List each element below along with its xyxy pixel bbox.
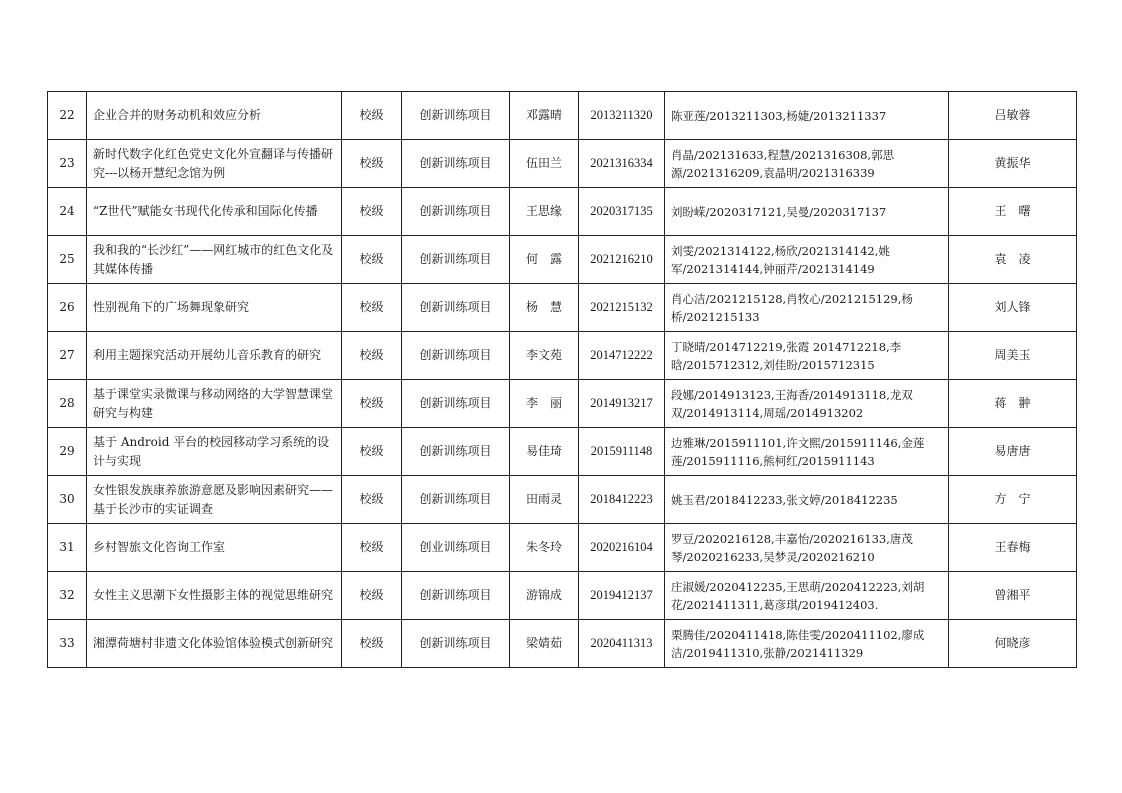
project-advisor: 易唐唐 [949,428,1077,476]
project-leader: 伍田兰 [510,140,579,188]
table-row [48,140,1077,188]
leader-student-id: 2020317135 [579,188,665,236]
project-advisor: 周美玉 [949,332,1077,380]
project-type: 创新训练项目 [402,572,510,620]
project-level: 校级 [342,428,402,476]
leader-student-id: 2015911148 [579,428,665,476]
project-members: 肖晶/202131633,程慧/2021316308,郭思源/2021316209,袁晶明/2021316339 [665,140,949,188]
row-number: 22 [48,92,87,140]
project-members: 刘盼嵘/2020317121,吴曼/2020317137 [665,188,949,236]
project-type: 创新训练项目 [402,620,510,668]
table-row [48,476,1077,524]
project-members: 肖心洁/2021215128,肖牧心/2021215129,杨桥/2021215133 [665,284,949,332]
project-title: 利用主题探究活动开展幼儿音乐教育的研究 [87,332,342,380]
project-title: 基于 Android 平台的校园移动学习系统的设计与实现 [87,428,342,476]
project-advisor: 吕敏蓉 [949,92,1077,140]
project-leader: 王思缘 [510,188,579,236]
project-title: 女性银发族康养旅游意愿及影响因素研究——基于长沙市的实证调查 [87,476,342,524]
leader-student-id: 2018412223 [579,476,665,524]
project-leader: 李 丽 [510,380,579,428]
leader-student-id: 2021316334 [579,140,665,188]
project-leader: 游锦成 [510,572,579,620]
leader-student-id: 2014913217 [579,380,665,428]
table-row [48,620,1077,668]
leader-student-id: 2020411313 [579,620,665,668]
project-level: 校级 [342,188,402,236]
row-number: 23 [48,140,87,188]
table-row [48,236,1077,284]
project-members: 段娜/2014913123,王海香/2014913118,龙双双/2014913114,周瑶/2014913202 [665,380,949,428]
project-members: 姚玉君/2018412233,张文婷/2018412235 [665,476,949,524]
project-advisor: 王 曙 [949,188,1077,236]
project-advisor: 方 宁 [949,476,1077,524]
project-type: 创新训练项目 [402,140,510,188]
project-leader: 邓露晴 [510,92,579,140]
row-number: 24 [48,188,87,236]
project-level: 校级 [342,236,402,284]
project-type: 创新训练项目 [402,284,510,332]
project-leader: 易佳琦 [510,428,579,476]
leader-student-id: 2019412137 [579,572,665,620]
table-row [48,524,1077,572]
project-level: 校级 [342,332,402,380]
row-number: 29 [48,428,87,476]
project-leader: 朱冬玲 [510,524,579,572]
project-title: 我和我的“长沙红”——网红城市的红色文化及其媒体传播 [87,236,342,284]
project-title: 湘潭荷塘村非遗文化体验馆体验模式创新研究 [87,620,342,668]
project-advisor: 王春梅 [949,524,1077,572]
project-advisor: 袁 凌 [949,236,1077,284]
row-number: 28 [48,380,87,428]
table-row [48,284,1077,332]
leader-student-id: 2021215132 [579,284,665,332]
project-level: 校级 [342,380,402,428]
project-advisor: 黄振华 [949,140,1077,188]
project-advisor: 蒋 翀 [949,380,1077,428]
project-type: 创新训练项目 [402,236,510,284]
project-type: 创新训练项目 [402,380,510,428]
project-level: 校级 [342,140,402,188]
row-number: 27 [48,332,87,380]
project-level: 校级 [342,524,402,572]
leader-student-id: 2013211320 [579,92,665,140]
table-row [48,380,1077,428]
project-level: 校级 [342,476,402,524]
project-title: 基于课堂实录微课与移动网络的大学智慧课堂研究与构建 [87,380,342,428]
project-advisor: 曾湘平 [949,572,1077,620]
row-number: 33 [48,620,87,668]
project-members: 丁晓晴/2014712219,张霞 2014712218,李晗/2015712312,刘佳盼/2015712315 [665,332,949,380]
row-number: 31 [48,524,87,572]
project-title: 性别视角下的广场舞现象研究 [87,284,342,332]
projects-table-body [48,92,1077,668]
row-number: 30 [48,476,87,524]
project-advisor: 刘人锋 [949,284,1077,332]
row-number: 26 [48,284,87,332]
project-level: 校级 [342,284,402,332]
project-title: 企业合并的财务动机和效应分析 [87,92,342,140]
project-members: 边雅琳/2015911101,许文熙/2015911146,金莲莲/2015911116,熊柯红/2015911143 [665,428,949,476]
project-members: 庄淑媛/2020412235,王思萌/2020412223,刘胡花/2021411311,葛彦琪/2019412403. [665,572,949,620]
project-type: 创新训练项目 [402,188,510,236]
project-members: 陈亚莲/2013211303,杨婕/2013211337 [665,92,949,140]
projects-table [47,91,1077,668]
leader-student-id: 2014712222 [579,332,665,380]
project-type: 创新训练项目 [402,332,510,380]
table-row [48,572,1077,620]
table-row [48,188,1077,236]
project-advisor: 何晓彦 [949,620,1077,668]
project-title: 女性主义思潮下女性摄影主体的视觉思维研究 [87,572,342,620]
table-row [48,428,1077,476]
project-type: 创业训练项目 [402,524,510,572]
leader-student-id: 2021216210 [579,236,665,284]
project-members: 栗腾佳/2020411418,陈佳雯/2020411102,廖成洁/2019411310,张静/2021411329 [665,620,949,668]
project-leader: 梁婧茹 [510,620,579,668]
project-type: 创新训练项目 [402,476,510,524]
project-title: “Z世代”赋能女书现代化传承和国际化传播 [87,188,342,236]
project-title: 新时代数字化红色党史文化外宣翻译与传播研究---以杨开慧纪念馆为例 [87,140,342,188]
project-members: 刘雯/2021314122,杨欣/2021314142,姚军/2021314144,钟丽芹/2021314149 [665,236,949,284]
project-leader: 田雨灵 [510,476,579,524]
project-type: 创新训练项目 [402,92,510,140]
project-leader: 杨 慧 [510,284,579,332]
table-row [48,92,1077,140]
row-number: 25 [48,236,87,284]
table-row [48,332,1077,380]
project-leader: 何 露 [510,236,579,284]
leader-student-id: 2020216104 [579,524,665,572]
project-type: 创新训练项目 [402,428,510,476]
project-members: 罗豆/2020216128,丰嘉怡/2020216133,唐茂琴/2020216233,吴梦灵/2020216210 [665,524,949,572]
project-leader: 李文苑 [510,332,579,380]
project-title: 乡村智旅文化咨询工作室 [87,524,342,572]
project-level: 校级 [342,572,402,620]
project-level: 校级 [342,92,402,140]
row-number: 32 [48,572,87,620]
project-level: 校级 [342,620,402,668]
